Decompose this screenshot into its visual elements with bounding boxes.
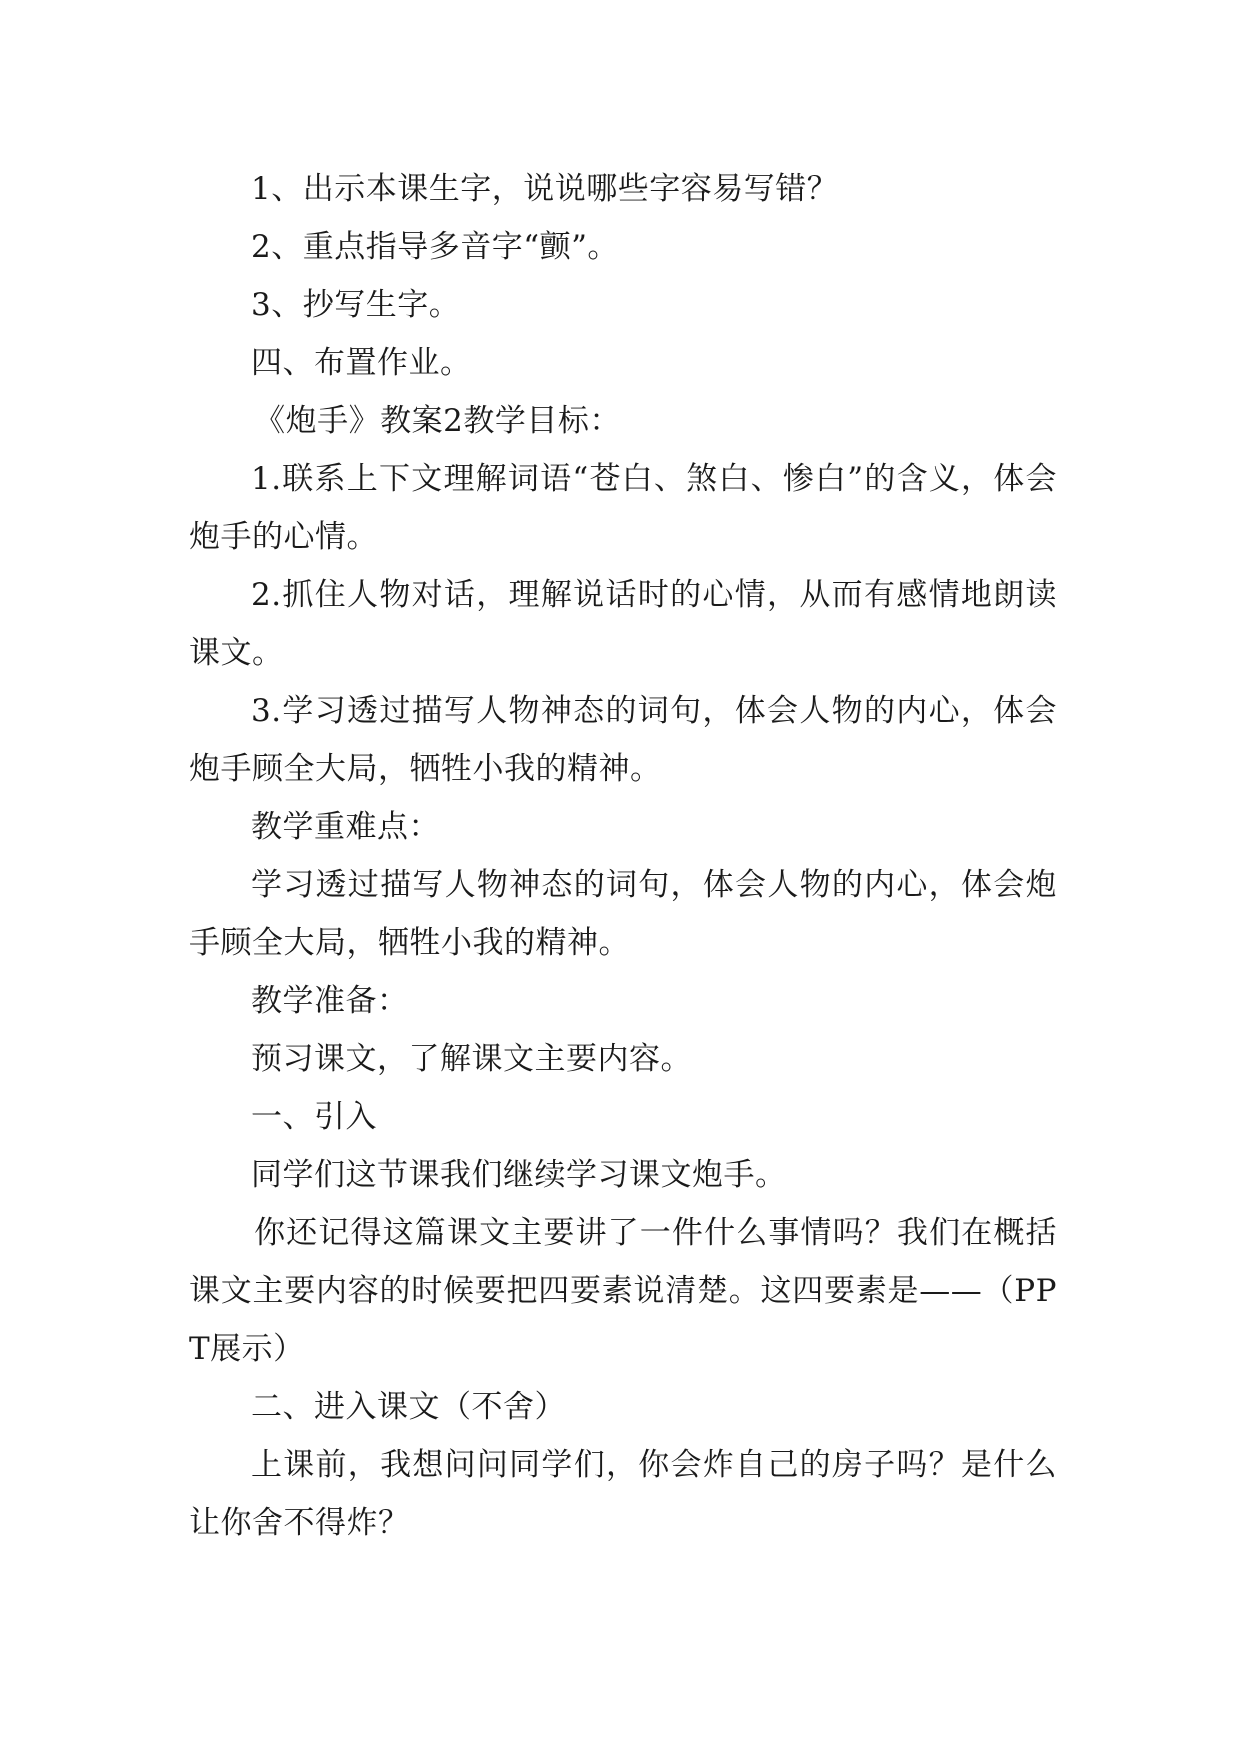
paragraph: 同学们这节课我们继续学习课文炮手。: [251, 1157, 787, 1193]
document-body: [189, 160, 1057, 1552]
paragraph: 1.联系上下文理解词语“苍白、煞白、惨白”的含义，体会炮手的心情。: [189, 461, 1057, 555]
paragraph: 你还记得这篇课文主要讲了一件什么事情吗？我们在概括课文主要内容的时候要把四要素说清楚。这四要素是——（PPT展示）: [189, 1215, 1057, 1367]
paragraph: 2、重点指导多音字“颤”。: [251, 229, 619, 265]
paragraph: 一、引入: [251, 1099, 377, 1135]
paragraph: 学习透过描写人物神态的词句，体会人物的内心，体会炮手顾全大局，牺牲小我的精神。: [189, 867, 1057, 961]
section-heading: 《炮手》教案2教学目标：: [254, 403, 621, 439]
paragraph: 3.学习透过描写人物神态的词句，体会人物的内心，体会炮手顾全大局，牺牲小我的精神。: [189, 693, 1057, 787]
paragraph: 二、进入课文（不舍）: [251, 1389, 566, 1425]
paragraph: 3、抄写生字。: [251, 287, 461, 323]
paragraph: 教学重难点：: [251, 809, 440, 845]
paragraph: 上课前，我想问问同学们，你会炸自己的房子吗？是什么让你舍不得炸？: [189, 1447, 1057, 1541]
paragraph: 1、出示本课生字，说说哪些字容易写错？: [251, 171, 839, 207]
paragraph: 四、布置作业。: [251, 345, 472, 381]
paragraph: 教学准备：: [251, 983, 409, 1019]
paragraph: 2.抓住人物对话，理解说话时的心情，从而有感情地朗读课文。: [189, 577, 1057, 671]
paragraph: 预习课文，了解课文主要内容。: [251, 1041, 692, 1077]
